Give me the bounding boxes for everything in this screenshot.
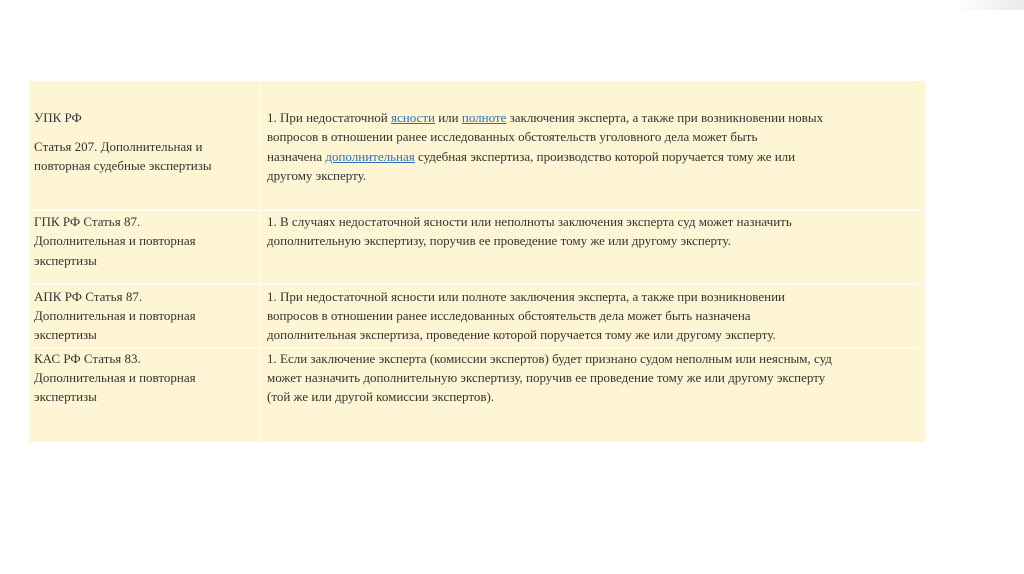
provision-text: судебная экспертиза, производство которой поручается тому же или xyxy=(414,149,796,164)
provision-cell xyxy=(261,81,925,210)
provision-line xyxy=(267,147,795,167)
law-article-line: Дополнительная и повторная xyxy=(34,308,196,323)
law-article-line: повторная судебные экспертизы xyxy=(34,158,212,173)
provision-line xyxy=(267,108,823,128)
law-cell xyxy=(29,211,260,284)
law-article-line: АПК РФ Статья 87. xyxy=(34,289,143,304)
link-clarity[interactable]: ясности xyxy=(391,110,435,125)
provision-cell xyxy=(261,211,925,284)
provision-text: 1. При недостаточной xyxy=(267,110,392,125)
provision-text: заключения эксперта, а также при возникновении новых xyxy=(506,110,824,125)
provision-line: дополнительную экспертизу, поручив ее проведение тому же или другому эксперту. xyxy=(267,233,731,248)
link-additional[interactable]: дополнительная xyxy=(325,149,415,164)
provision-line: вопросов в отношении ранее исследованных обстоятельств уголовного дела может быть xyxy=(267,129,758,144)
provision-text: назначена xyxy=(267,149,326,164)
law-article-line: ГПК РФ Статья 87. xyxy=(34,214,141,229)
law-article-line: Дополнительная и повторная xyxy=(34,233,196,248)
provision-line: может назначить дополнительную экспертизу, поручив ее проведение тому же или другому эксперту xyxy=(267,370,826,385)
provision-line: дополнительная экспертиза, проведение которой поручается тому же или другому эксперту. xyxy=(267,327,776,342)
table-row-upk xyxy=(29,81,925,211)
provision-line: вопросов в отношении ранее исследованных обстоятельств дела может быть назначена xyxy=(267,308,751,323)
law-article-line: Статья 207. Дополнительная и xyxy=(34,139,203,154)
law-code-title: УПК РФ xyxy=(34,110,82,125)
provision-line: другому эксперту. xyxy=(267,168,367,183)
law-article-line: экспертизы xyxy=(34,327,97,342)
slide-corner-shadow xyxy=(954,0,1024,10)
law-article-line: экспертизы xyxy=(34,253,97,268)
provision-line: (той же или другой комиссии экспертов). xyxy=(267,389,495,404)
table-row-apk xyxy=(29,285,925,348)
law-article-line: Дополнительная и повторная xyxy=(34,370,196,385)
table-row-kas xyxy=(29,348,925,442)
table-row-gpk xyxy=(29,211,925,285)
provision-line: 1. Если заключение эксперта (комиссии экспертов) будет признано судом неполным или неясным, суд xyxy=(267,351,832,366)
link-completeness[interactable]: полноте xyxy=(461,110,507,125)
provision-line: 1. При недостаточной ясности или полноте заключения эксперта, а также при возникновении xyxy=(267,289,786,304)
expertise-comparison-table xyxy=(29,81,925,442)
provision-cell xyxy=(261,348,925,442)
law-cell xyxy=(29,285,260,347)
law-cell xyxy=(29,81,260,210)
provision-line: 1. В случаях недостаточной ясности или неполноты заключения эксперта суд может назначить xyxy=(267,214,792,229)
law-cell xyxy=(29,348,260,442)
law-article-line: экспертизы xyxy=(34,389,97,404)
law-article-line: КАС РФ Статья 83. xyxy=(34,351,141,366)
provision-text: или xyxy=(434,110,462,125)
provision-cell xyxy=(261,285,925,347)
